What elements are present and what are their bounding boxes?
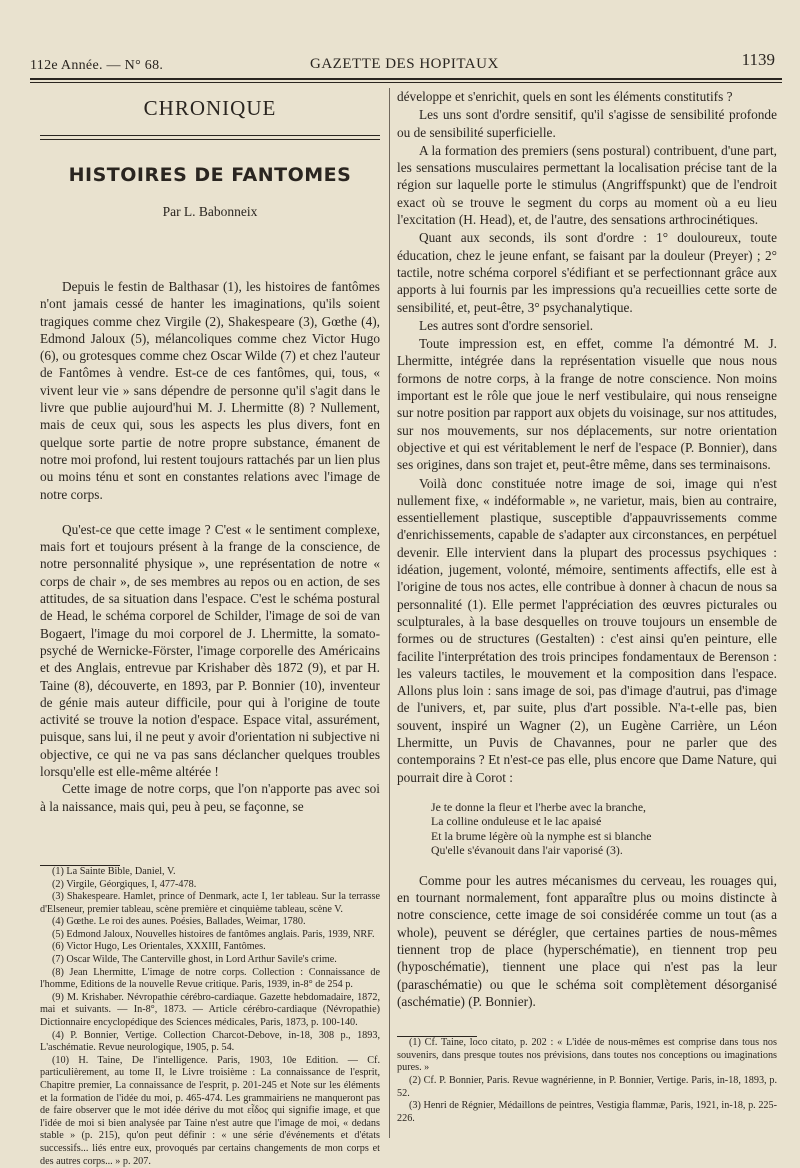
section-rule-thin [40, 139, 380, 140]
footnote: (5) Edmond Jaloux, Nouvelles histoires de fantômes anglais. Paris, 1939, NRF. [52, 928, 375, 940]
footnote: (4) Gœthe. Le roi des aunes. Poésies, Ballades, Weimar, 1780. [52, 916, 306, 928]
poem-quote [431, 800, 777, 858]
right-body-continued [397, 872, 777, 1010]
paragraph: Voilà donc constituée notre image de soi, image qui n'est nullement fixe, « indéformable », ne varietur, mais, bien au contraire, essentiellement plastique, susceptible d'appauvrissements comme d'enrichissements, capable de s'adapter aux circonstances, en perpétuel devenir. Elle intervient dans la plupart des processus psychiques : idéation, jugement, volonté, mémoire, sentiments affectifs, elle est à l'origine de tous nos actes, elle contribue à donner à chacun de nous sa personnalité (1). Elle permet l'appréciation des œuvres picturales ou sculpturales, à la base desquelles on trouve toujours un ensemble de formes ou de structures (Gestalten) : c'est ainsi qu'en peinture, elle facilite l'interprétation des trois principes fondamentaux de Berenson : les valeurs tactiles, le mouvement et la composition dans l'espace. Allons plus loin : sans image de soi, pas d'image d'autrui, pas d'image de l'univers, et, par suite, plus d'art possible. N'a-t-elle pas, bien souvent, inspiré un Wagner (2), un Eugène Carrière, un Léon Lhermitte, un Puvis de Chavannes, pour ne parler que des contemporains ? Et n'est-ce pas elle, plus encore que Dame Nature, qui pourrait dire à Corot : [397, 475, 777, 785]
right-body [397, 88, 777, 786]
page-header [30, 50, 775, 80]
footnote: (9) M. Krishaber. Névropathie cérébro-cardiaque. Gazette hebdomadaire, 1872, mai et suivants. — In-8°, 1873. — Article cérébro-cardiaque (Névropathie) Dictionnaire encyclopédique des Sciences médicales, Paris, 1873, p. 100-140. [40, 991, 380, 1029]
section-heading: CHRONIQUE [143, 96, 277, 120]
issue-number: 112e Année. — N° 68. [30, 58, 164, 73]
paragraph: Comme pour les autres mécanismes du cerveau, les rouages qui, en tournant normalement, font apparaître plus ou moins distincte à notre conscience, cette image de soi considérée comme un tout (as a whole), peuvent se dérégler, que certaines parties de nous-mêmes tiennent trop de place (hyperschématie), en tiennent trop peu (hyposchématie), tiennent une place qui n'est pas la leur (paraschématie) ou que le schéma soit complètement désorganisé (aschématie) (P. Bonnier). [397, 872, 777, 1009]
right-column [397, 88, 777, 1125]
footnote: (8) Jean Lhermitte, L'image de notre corps. Collection : Connaissance de l'homme, Editions de la nouvelle Revue critique. Paris, 1939, in-8° de 254 p. [40, 966, 380, 991]
poem-line: Je te donne la fleur et l'herbe avec la branche, [431, 799, 647, 814]
footnote: (3) Shakespeare. Hamlet, prince of Denmark, acte I, 1er tableau. Sur la terrasse d'Elseneur, premier tableau, scène première et cinquième tableau, scène V. [40, 891, 380, 915]
left-footnotes [40, 865, 380, 1168]
paragraph: Cette image de notre corps, que l'on n'apporte pas avec soi à la naissance, mais qui, peu à peu, se façonne, se [40, 781, 380, 814]
section-rule [40, 135, 380, 136]
journal-title: GAZETTE DES HOPITAUX [310, 56, 499, 72]
column-divider [389, 88, 390, 1138]
right-footnotes [397, 1036, 777, 1125]
paragraph: A la formation des premiers (sens postural) contribuent, d'une part, les sensations musculaires permettant la localisation précise tant de la région sur laquelle porte le stimulus (Angriffspunkt) que de l'endroit exact où se trouve le segment du corps au moment où a eu lieu l'excitation (H. Head), et, de l'autre, des sensations arthrocinétiques. [397, 142, 777, 228]
header-rule [30, 78, 782, 80]
footnote: (10) H. Taine, De l'intelligence. Paris, 1903, 10e Edition. — Cf. particulièrement, au tome II, le Livre troisième : La connaissance de l'esprit, Chapitre premier, La connaissance de l'esprit, p. 201-245 et Note sur les éléments et la formation de l'idée du moi, p. 465-474. Les grammairiens ne manqueront pas de faire observer que le mot idée dérive du mot εἶδος qui signifie image, et que l'idée de moi si bien analysée par Taine n'est autre que l'image de moi, « dedans stable » (p. 215), qu'on peut définir : « une série d'événements et d'états successifs... liés entre eux, provoqués par certains changements de mon corps et des autres corps... » p. 207. [40, 1054, 380, 1167]
poem-line: Et la brume légère où la nymphe est si blanche [431, 828, 652, 843]
article-author: Par L. Babonneix [162, 204, 258, 219]
footnote: (3) Henri de Régnier, Médaillons de peintres, Vestigia flammæ, Paris, 1921, in-18, p. 225-226. [397, 1100, 777, 1124]
paragraph: Depuis le festin de Balthasar (1), les histoires de fantômes n'ont jamais cessé de hanter les imaginations, qu'ils soient tragiques comme chez Virgile (2), Shakespeare (3), Gœthe (4), Edmond Jaloux (5), mélancoliques comme chez Victor Hugo (6), ou grotesques comme chez Oscar Wilde (7) et chez l'auteur de Fantômes à vendre. Est-ce de ces fantômes, qui, tous, « vivent leur vie » sans dépendre de personne qu'il s'agit dans le livre que publie aujourd'hui M. J. Lhermitte (8) ? Nullement, mais de ceux qui, sous les aspects les plus divers, font en quelque sorte partie de notre propre substance, émanent de notre moi profond, lui restent toujours rattachés par un lien plus ou moins ténu et sont en constantes relations avec l'image de notre corps. [40, 279, 380, 502]
left-column [40, 92, 380, 1168]
poem-line: La colline onduleuse et le lac apaisé [431, 814, 602, 829]
header-rule-thin [30, 82, 782, 83]
poem-line: Qu'elle s'évanouit dans l'air vaporisé (3). [431, 843, 623, 858]
footnote: (2) Virgile, Géorgiques, I, 477-478. [52, 878, 197, 890]
page-number: 1139 [741, 50, 775, 69]
footnote: (1) Cf. Taine, loco citato, p. 202 : « L'idée de nous-mêmes est comprise dans tous nos souvenirs, dans presque toutes nos prévisions, dans toutes nos conceptions ou imaginations pures. » [397, 1037, 777, 1074]
paragraph: Les uns sont d'ordre sensitif, qu'il s'agisse de sensibilité profonde ou de sensibilité superficielle. [397, 107, 777, 140]
left-body [40, 278, 380, 815]
paragraph: Toute impression est, en effet, comme l'a démontré M. J. Lhermitte, intégrée dans la représentation visuelle que nous nous formons de notre corps, à la frange de notre conscience. Non moins important est le rôle que joue le nerf vestibulaire, qui nous renseigne sur notre position par rapport aux objets du voisinage, sur nos attitudes, sur nos mouvements, sur nos déplacements, sur notre orientation objective et qui est véritablement le nerf de l'espace (P. Bonnier), dans ses origines, dans son trajet et, peut-être même, dans ses terminaisons. [397, 336, 778, 473]
footnote: (7) Oscar Wilde, The Canterville ghost, in Lord Arthur Savile's crime. [52, 954, 337, 966]
paragraph: Qu'est-ce que cette image ? C'est « le sentiment complexe, mais fort et toujours présent à la frange de la conscience, de notre personnalité physique », une représentation de notre « corps de chair », de ses membres au repos ou en action, de ses attitudes, de sa situation dans l'espace. C'est le schéma postural de Head, le schéma corporel de Schilder, l'image de soi de van Bogaert, l'image du moi corporel de J. Lhermitte, la somato-psyché de Wernicke-Förster, l'image corporelle des Américains et des Anglais, entrevue par Krishaber dès 1872 (9), et par H. Taine (8), découverte, en 1893, par P. Bonnier (10), inventeur de génie mais auteur difficile, pour qui à l'origine de toute activité se trouve la notion d'espace. Espace vital, assurément, puisque, sans lui, il ne peut y avoir d'orientation ni subjective ni objective, ce qui ne va pas sans déclancher quelques troubles lorsqu'elle est elle-même altérée ! [40, 521, 380, 780]
footnote: (1) La Sainte Bible, Daniel, V. [52, 865, 176, 877]
footnote: (4) P. Bonnier, Vertige. Collection Charcot-Debove, in-18, 308 p., 1893, L'aschématie. Revue neurologique, 1905, p. 54. [40, 1029, 380, 1054]
paragraph: développe et s'enrichit, quels en sont les éléments constitutifs ? [397, 89, 733, 104]
article-title: HISTOIRES DE FANTOMES [68, 164, 352, 186]
footnote: (2) Cf. P. Bonnier, Paris. Revue wagnérienne, in P. Bonnier, Vertige. Paris, in-18, 1893, p. 52. [397, 1075, 777, 1099]
footnote: (6) Victor Hugo, Les Orientales, XXXIII, Fantômes. [52, 941, 266, 953]
paragraph: Quant aux seconds, ils sont d'ordre : 1° douloureux, toute éducation, chez le jeune enfant, se faisant par la douleur (Preyer) ; 2° tactile, notre schéma corporel s'édifiant et se perfectionnant grâce aux apports à lui fournis par les impressions qu'a recueillies cette sorte de sensibilité, et, peut-être, 3° psychanalytique. [397, 230, 777, 315]
paragraph: Les autres sont d'ordre sensoriel. [419, 317, 594, 333]
